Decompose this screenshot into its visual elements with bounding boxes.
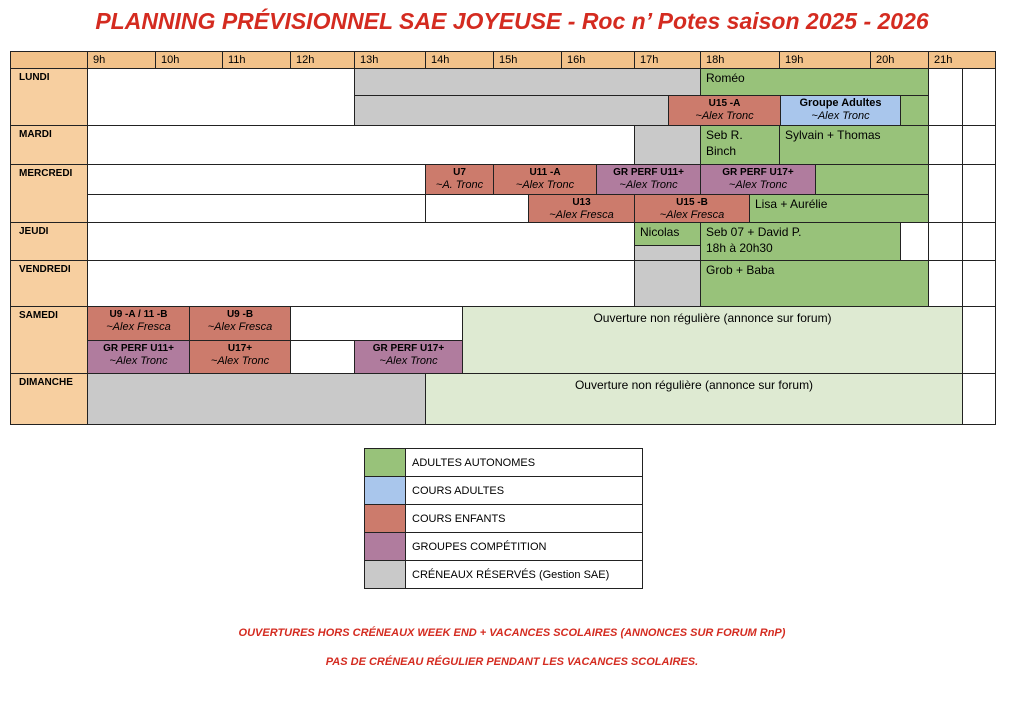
jeudi-free-21h-a [928, 222, 963, 261]
lundi-slot-groupe-adultes [780, 95, 901, 126]
legend-label: COURS ENFANTS [405, 504, 643, 533]
mercredi-slot-green-top [815, 164, 929, 195]
mercredi-slot-grperf-u11 [596, 164, 701, 195]
samedi-slot-grperf-u17 [354, 340, 463, 374]
day-lundi: LUNDI [10, 68, 88, 126]
jeudi-free-20h [900, 222, 929, 261]
dimanche-ouverture-label: Ouverture non régulière (annonce sur forum) [574, 378, 814, 392]
legend-swatch [364, 532, 406, 561]
vendredi-grob-label: Grob + Baba [706, 263, 775, 277]
legend-item-adultes-autonomes [364, 448, 643, 477]
hour-10h: 10h [155, 51, 223, 69]
vendredi-free-21h-b [962, 260, 996, 307]
lundi-slot-green-end [900, 95, 929, 126]
vendredi-free [87, 260, 635, 307]
day-mercredi: MERCREDI [10, 164, 88, 223]
mercredi-slot-u7 [425, 164, 494, 195]
lundi-u15a-label: U15 -A [708, 98, 741, 109]
mardi-free-21h-a [928, 125, 963, 165]
legend-item-cours-adultes [364, 476, 643, 505]
hour-19h: 19h [779, 51, 871, 69]
samedi-grperf-u17-label: GR PERF U17+ [372, 343, 445, 354]
lundi-groupe-adultes-label: Groupe Adultes [799, 97, 882, 109]
mercredi-u15b-label: U15 -B [676, 197, 708, 208]
samedi-u9a-label: U9 -A / 11 -B [109, 309, 168, 320]
mercredi-slot-u11a [493, 164, 597, 195]
mercredi-free-bottom-a [87, 194, 426, 223]
mardi-slot-sylvain [779, 125, 929, 165]
mercredi-u13-coach: ~Alex Fresca [549, 209, 614, 221]
samedi-u9b-coach: ~Alex Fresca [207, 321, 273, 333]
lundi-slot-u15a [668, 95, 781, 126]
legend-label: COURS ADULTES [405, 476, 643, 505]
legend-item-cours-enfants [364, 504, 643, 533]
hour-16h: 16h [561, 51, 635, 69]
mercredi-free-top [87, 164, 426, 195]
samedi-free-bottom [290, 340, 355, 374]
day-vendredi: VENDREDI [10, 260, 88, 307]
jeudi-slot-seb07 [700, 222, 901, 261]
vendredi-slot-grob [700, 260, 929, 307]
legend-swatch [364, 476, 406, 505]
dimanche-reserved [87, 373, 426, 425]
legend-swatch [364, 448, 406, 477]
mardi-slot-seb-r [700, 125, 780, 165]
mardi-free [87, 125, 635, 165]
note-ouvertures: OUVERTURES HORS CRÉNEAUX WEEK END + VACANCES SCOLAIRES (ANNONCES SUR FORUM RnP) [238, 627, 786, 639]
mercredi-slot-lisa [749, 194, 929, 223]
hour-15h: 15h [493, 51, 562, 69]
vendredi-free-21h-a [928, 260, 963, 307]
lundi-slot-romeo [700, 68, 929, 96]
hour-20h: 20h [870, 51, 929, 69]
mercredi-u7-label: U7 [453, 167, 466, 178]
mercredi-u11a-label: U11 -A [529, 167, 561, 178]
jeudi-nicolas-label: Nicolas [640, 225, 680, 239]
legend-swatch [364, 560, 406, 589]
hour-13h: 13h [354, 51, 426, 69]
mercredi-u15b-coach: ~Alex Fresca [659, 209, 725, 221]
mardi-seb-r-label: Seb R. [706, 128, 743, 142]
hour-9h: 9h [87, 51, 156, 69]
mercredi-free-21h-b [962, 164, 996, 223]
legend-item-creneaux-reserves [364, 560, 643, 589]
day-jeudi: JEUDI [10, 222, 88, 261]
samedi-grperf-u11-coach: ~Alex Tronc [109, 355, 168, 367]
lundi-romeo-label: Roméo [706, 71, 745, 85]
samedi-grperf-u11-label: GR PERF U11+ [103, 343, 174, 354]
dimanche-free-21h [962, 373, 996, 425]
samedi-slot-u9a [87, 306, 190, 341]
day-dimanche: DIMANCHE [10, 373, 88, 425]
jeudi-free-21h-b [962, 222, 996, 261]
mercredi-slot-u15b [634, 194, 750, 223]
samedi-grperf-u17-coach: ~Alex Tronc [379, 355, 438, 367]
jeudi-free [87, 222, 635, 261]
header-corner [10, 51, 88, 69]
samedi-slot-grperf-u11 [87, 340, 190, 374]
hour-18h: 18h [700, 51, 780, 69]
dimanche-slot-ouverture [425, 373, 963, 425]
jeudi-reserved [634, 245, 701, 261]
legend-label: CRÉNEAUX RÉSERVÉS (Gestion SAE) [405, 560, 643, 589]
mercredi-grperf-u17-coach: ~Alex Tronc [728, 179, 788, 191]
schedule-grid [10, 51, 996, 425]
lundi-free-21h-b [962, 68, 996, 126]
jeudi-seb07-label: Seb 07 + David P. [706, 225, 802, 239]
samedi-ouverture-label: Ouverture non régulière (annonce sur forum) [593, 311, 832, 325]
samedi-u9b-label: U9 -B [226, 309, 254, 320]
mardi-reserved [634, 125, 701, 165]
vendredi-reserved [634, 260, 701, 307]
samedi-free-21h [962, 306, 996, 374]
lundi-groupe-adultes-coach: ~Alex Tronc [811, 110, 870, 122]
hour-14h: 14h [425, 51, 494, 69]
page-title: PLANNING PRÉVISIONNEL SAE JOYEUSE - Roc n’ Potes saison 2025 - 2026 [95, 8, 929, 34]
note-vacances: PAS DE CRÉNEAU RÉGULIER PENDANT LES VACANCES SCOLAIRES. [325, 656, 699, 668]
hour-11h: 11h [222, 51, 291, 69]
legend-item-groupes-competition [364, 532, 643, 561]
mercredi-slot-grperf-u17 [700, 164, 816, 195]
lundi-free [87, 68, 355, 126]
samedi-u17-coach: ~Alex Tronc [210, 355, 270, 367]
lundi-free-21h-a [928, 68, 963, 126]
mardi-free-21h-b [962, 125, 996, 165]
mercredi-grperf-u11-coach: ~Alex Tronc [619, 179, 678, 191]
lundi-u15a-coach: ~Alex Tronc [695, 110, 754, 122]
samedi-slot-u17 [189, 340, 291, 374]
mercredi-u13-label: U13 [572, 197, 591, 208]
jeudi-seb07-time: 18h à 20h30 [706, 241, 773, 255]
hour-12h: 12h [290, 51, 355, 69]
mercredi-u11a-coach: ~Alex Tronc [515, 179, 575, 191]
mercredi-lisa-label: Lisa + Aurélie [755, 197, 828, 211]
samedi-free-top [290, 306, 463, 341]
day-mardi: MARDI [10, 125, 88, 165]
mercredi-free-21h-a [928, 164, 963, 223]
legend-swatch [364, 504, 406, 533]
samedi-slot-u9b [189, 306, 291, 341]
legend-label: ADULTES AUTONOMES [405, 448, 643, 477]
day-samedi: SAMEDI [10, 306, 88, 374]
mardi-binch-label: Binch [706, 144, 737, 158]
lundi-reserved-1 [354, 68, 701, 96]
mercredi-slot-u13 [528, 194, 635, 223]
mercredi-grperf-u17-label: GR PERF U17+ [722, 167, 794, 178]
samedi-u17-label: U17+ [227, 343, 253, 354]
mercredi-free-bottom-b [425, 194, 529, 223]
mercredi-u7-coach: ~A. Tronc [435, 179, 484, 191]
jeudi-slot-nicolas [634, 222, 701, 246]
mardi-sylvain-label: Sylvain + Thomas [785, 128, 881, 142]
lundi-reserved-2 [354, 95, 669, 126]
legend-label: GROUPES COMPÉTITION [405, 532, 643, 561]
hour-21h: 21h [928, 51, 996, 69]
mercredi-grperf-u11-label: GR PERF U11+ [613, 167, 684, 178]
hour-17h: 17h [634, 51, 701, 69]
samedi-slot-ouverture [462, 306, 963, 374]
samedi-u9a-coach: ~Alex Fresca [106, 321, 171, 333]
